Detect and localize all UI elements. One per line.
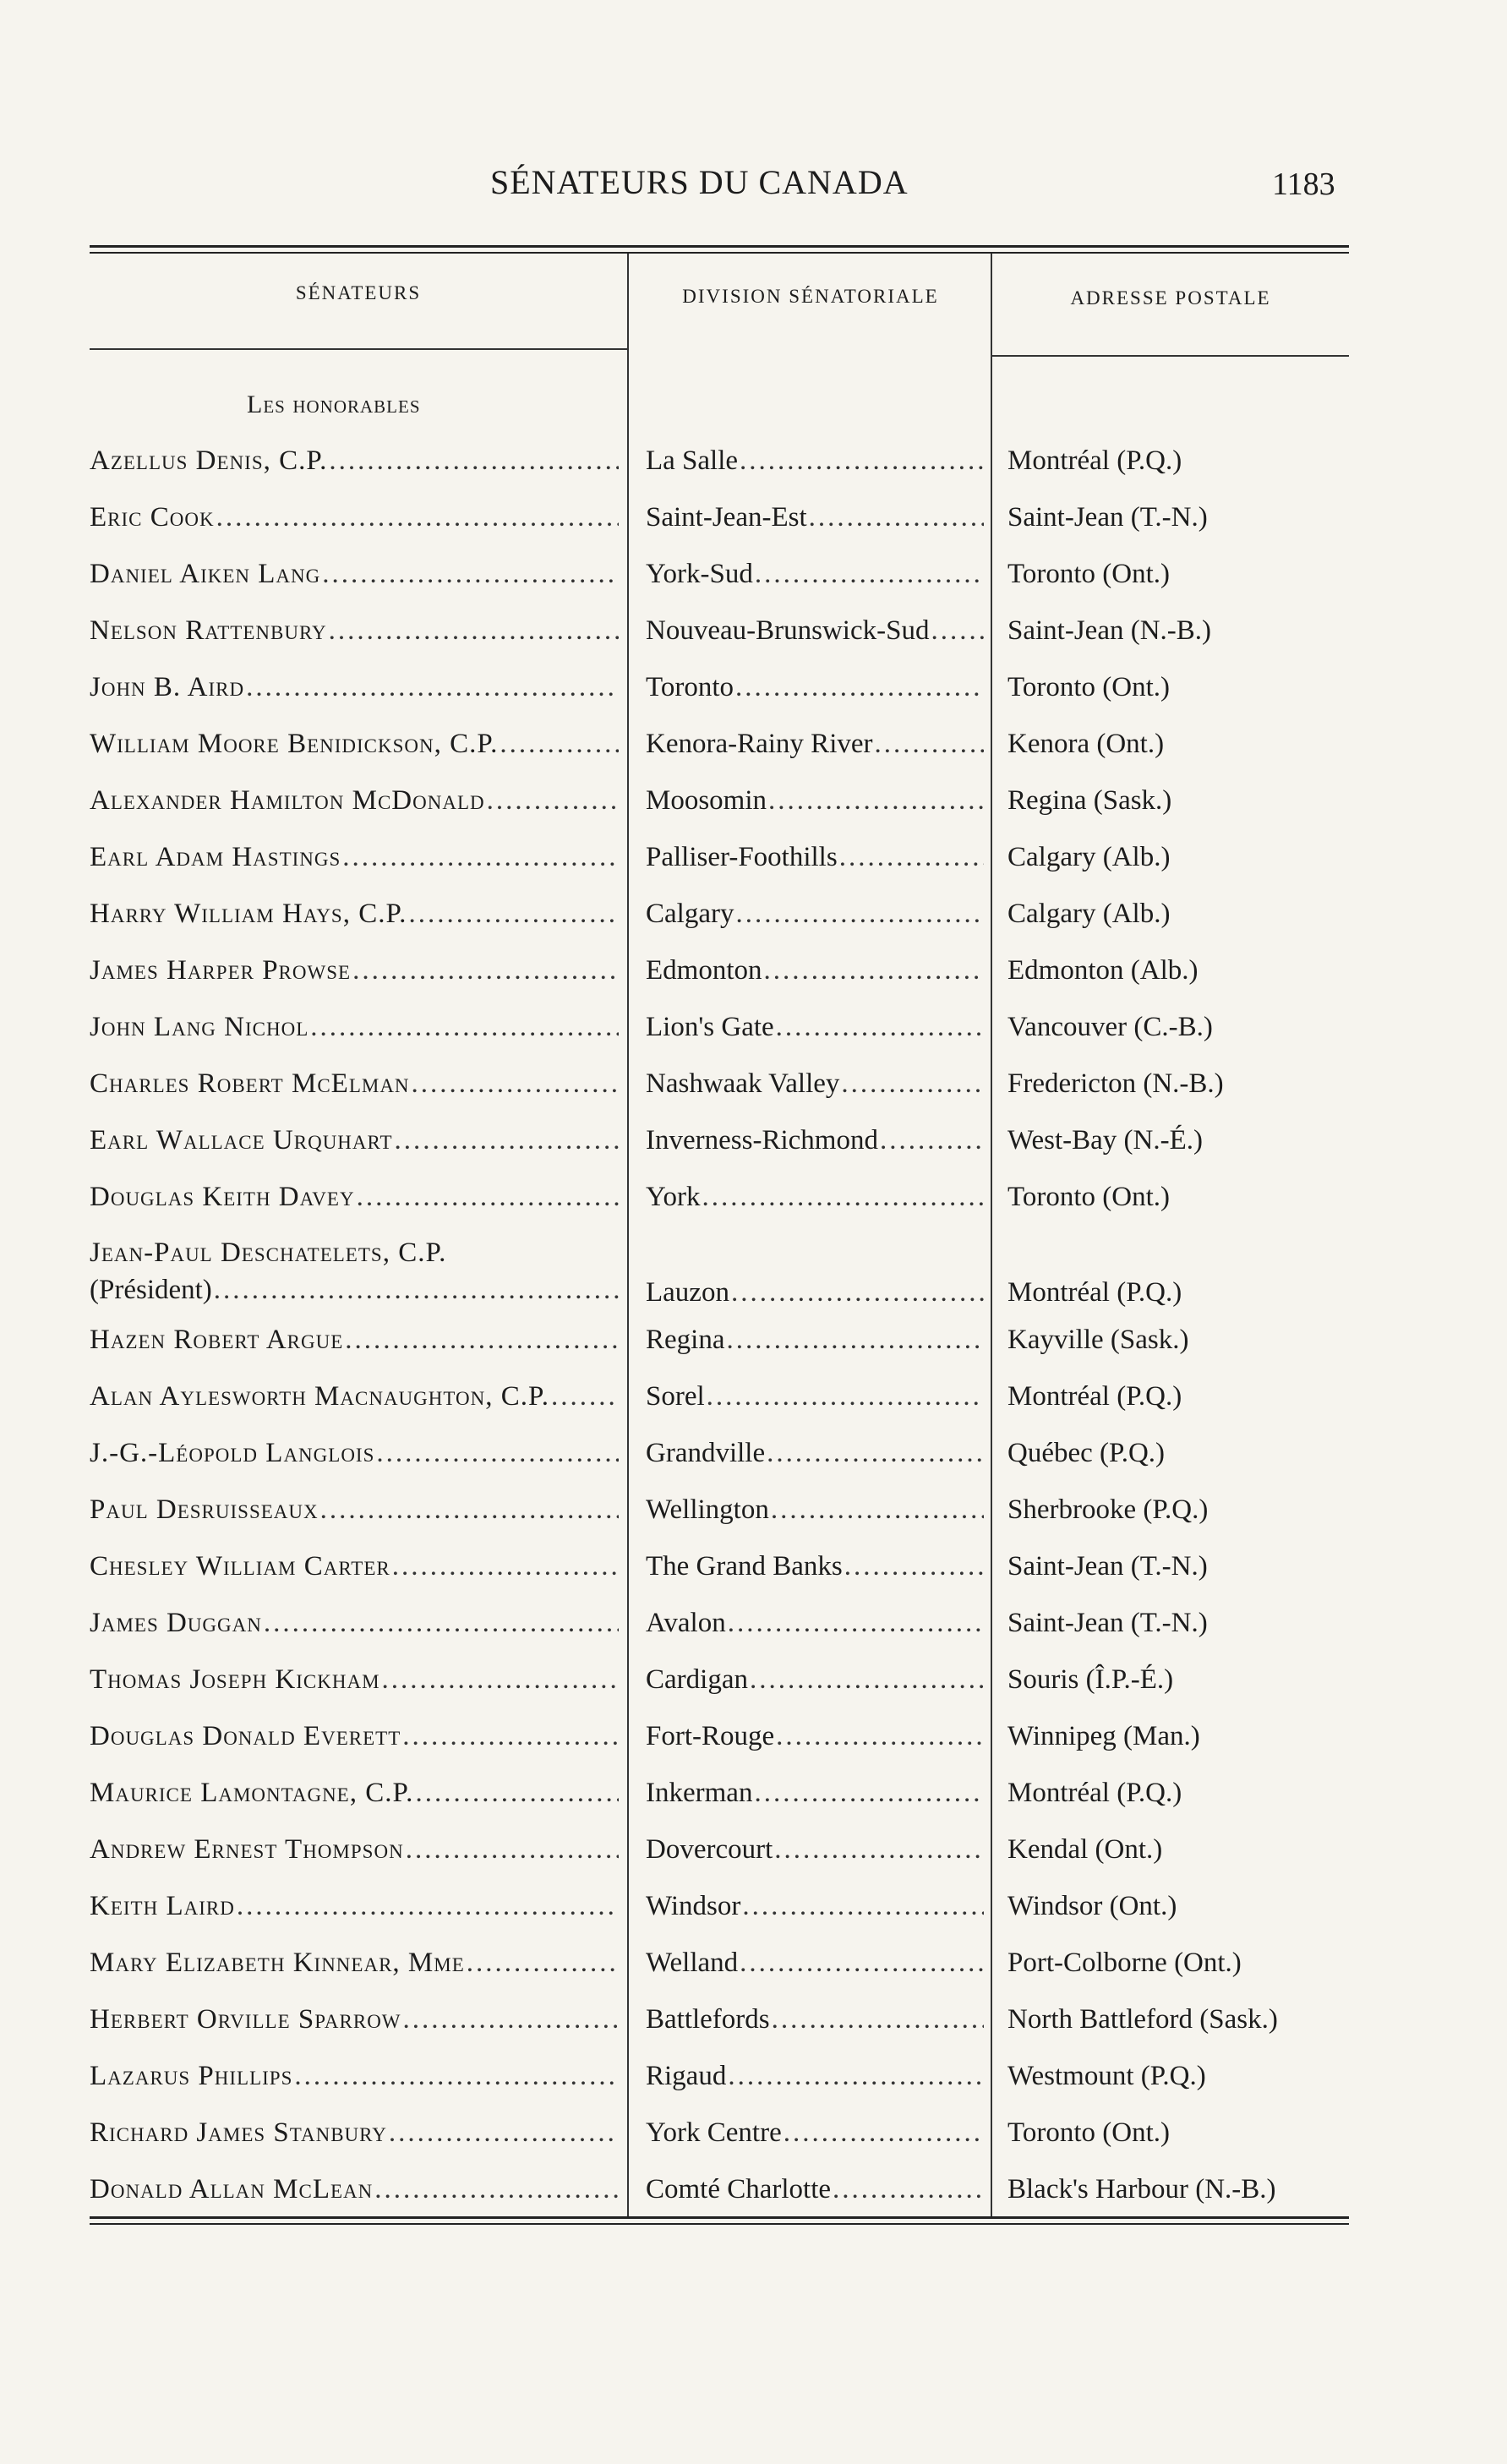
senatorial-division: Welland — [646, 1948, 739, 1978]
dot-leader — [748, 1660, 984, 1699]
table-row — [90, 1320, 1349, 1371]
postal-address: Edmonton (Alb.) — [1007, 955, 1199, 986]
dot-leader — [244, 668, 619, 707]
postal-address: Calgary (Alb.) — [1007, 899, 1171, 929]
postal-address: Saint-Jean (T.-N.) — [1007, 502, 1208, 533]
senatorial-division: Grandville — [646, 1438, 766, 1468]
dot-leader — [485, 781, 619, 820]
senatorial-division: Palliser-Foothills — [646, 842, 838, 872]
senator-name: Lazarus Phillips — [90, 2061, 293, 2091]
postal-address: Sherbrooke (P.Q.) — [1007, 1494, 1209, 1525]
senator-name-cell — [90, 1064, 619, 1103]
division-cell — [646, 1717, 984, 1756]
division-cell — [646, 1830, 984, 1869]
senatorial-division: Toronto — [646, 672, 734, 702]
table-row — [90, 2113, 1349, 2164]
senatorial-division: Inkerman — [646, 1778, 753, 1808]
dot-leader — [319, 1490, 619, 1529]
running-head — [0, 157, 1507, 208]
senator-name: Douglas Keith Davey — [90, 1182, 355, 1212]
division-cell — [646, 894, 984, 933]
senator-name-cell — [90, 781, 619, 820]
postal-address: West-Bay (N.-É.) — [1007, 1125, 1204, 1156]
senator-name: Thomas Joseph Kickham — [90, 1664, 380, 1695]
dot-leader — [753, 555, 984, 593]
senatorial-division: Kenora-Rainy River — [646, 729, 873, 759]
senator-name-cell — [90, 838, 619, 877]
dot-leader — [235, 1887, 619, 1926]
senator-name: Hazen Robert Argue — [90, 1325, 344, 1355]
dot-leader — [774, 1717, 984, 1756]
senator-name: Charles Robert McElman — [90, 1068, 410, 1099]
dot-leader — [726, 2057, 984, 2095]
table-row — [90, 1773, 1349, 1824]
dot-leader — [390, 1547, 619, 1586]
column-header-division: DIVISION SÉNATORIALE — [682, 286, 939, 307]
division-cell — [646, 555, 984, 593]
dot-leader — [740, 1887, 984, 1926]
dot-leader — [308, 1008, 619, 1046]
dot-leader — [351, 951, 619, 990]
dot-leader — [838, 838, 984, 877]
senatorial-division: Lion's Gate — [646, 1012, 774, 1042]
senator-name: Azellus Denis, C.P. — [90, 445, 328, 476]
table-row — [90, 2170, 1349, 2221]
postal-address: Black's Harbour (N.-B.) — [1007, 2174, 1276, 2204]
senator-name: Maurice Lamontagne, C.P. — [90, 1778, 414, 1808]
dot-leader — [465, 1943, 619, 1982]
senatorial-division: Comté Charlotte — [646, 2174, 832, 2204]
dot-leader — [355, 1177, 619, 1216]
postal-address: Windsor (Ont.) — [1007, 1891, 1177, 1921]
division-cell — [646, 1320, 984, 1359]
table-row — [90, 1434, 1349, 1484]
top-rule-inner — [90, 252, 1349, 254]
table-row — [90, 441, 1349, 492]
senator-name: Donald Allan McLean — [90, 2174, 374, 2204]
senatorial-division: Saint-Jean-Est — [646, 502, 807, 533]
senator-name-cell — [90, 2057, 619, 2095]
dot-leader — [774, 1008, 984, 1046]
senator-name-cell — [90, 2000, 619, 2039]
table-row — [90, 781, 1349, 832]
senatorial-division: Cardigan — [646, 1664, 748, 1695]
senator-name-cell — [90, 2170, 619, 2209]
dot-leader — [738, 441, 984, 480]
senator-name: Chesley William Carter — [90, 1551, 390, 1582]
senator-name-cell — [90, 1121, 619, 1160]
top-rule — [90, 245, 1349, 248]
table-row — [90, 951, 1349, 1002]
dot-leader — [410, 1064, 619, 1103]
postal-address: Calgary (Alb.) — [1007, 842, 1171, 872]
division-cell — [646, 1773, 984, 1812]
postal-address: Montréal (P.Q.) — [1007, 1778, 1182, 1808]
postal-address: Toronto (Ont.) — [1007, 2117, 1170, 2148]
dot-leader — [393, 1121, 619, 1160]
senator-name-cell — [90, 724, 619, 763]
postal-address: Montréal (P.Q.) — [1007, 1277, 1182, 1308]
senatorial-division: Fort-Rouge — [646, 1721, 775, 1751]
dot-leader — [374, 1434, 619, 1472]
senator-name: Harry William Hays, C.P. — [90, 899, 407, 929]
table-row — [90, 1064, 1349, 1115]
page-title: SÉNATEURS DU CANADA — [490, 163, 909, 201]
dot-leader — [373, 2170, 619, 2209]
table-row — [90, 724, 1349, 775]
senatorial-division: Battlefords — [646, 2004, 770, 2035]
dot-leader — [341, 838, 619, 877]
table-row — [90, 894, 1349, 945]
senator-name: J.-G.-Léopold Langlois — [90, 1438, 375, 1468]
senator-name-cell — [90, 1234, 619, 1312]
senatorial-division: Nashwaak Valley — [646, 1068, 840, 1099]
division-cell — [646, 838, 984, 877]
senator-name: William Moore Benidickson, C.P. — [90, 729, 499, 759]
division-cell — [646, 611, 984, 650]
senator-name-cell — [90, 2113, 619, 2152]
senator-name: Mary Elizabeth Kinnear, Mme — [90, 1948, 465, 1978]
postal-address: Saint-Jean (T.-N.) — [1007, 1551, 1208, 1582]
dot-leader — [215, 498, 619, 537]
senatorial-division: Rigaud — [646, 2061, 727, 2091]
senatorial-division: Wellington — [646, 1494, 769, 1525]
postal-address: Toronto (Ont.) — [1007, 559, 1170, 589]
senatorial-division: Calgary — [646, 899, 734, 929]
dot-leader — [782, 2113, 984, 2152]
dot-leader — [773, 1830, 984, 1869]
group-label: Les honorables — [247, 391, 421, 418]
dot-leader — [401, 2000, 619, 2039]
dot-leader — [738, 1943, 984, 1982]
senators-table — [90, 245, 1349, 2232]
senator-name: Jean-Paul Deschatelets, C.P. — [90, 1237, 447, 1268]
postal-address: Souris (Î.P.-É.) — [1007, 1664, 1174, 1695]
dot-leader — [549, 1377, 619, 1416]
senator-name-cell — [90, 555, 619, 593]
dot-leader — [380, 1660, 619, 1699]
dot-leader — [292, 2057, 619, 2095]
dot-leader — [705, 1377, 984, 1416]
senator-name: Earl Wallace Urquhart — [90, 1125, 393, 1156]
senatorial-division: Avalon — [646, 1608, 726, 1638]
senator-name: Douglas Donald Everett — [90, 1721, 401, 1751]
senator-name-cell — [90, 1717, 619, 1756]
table-row — [90, 611, 1349, 662]
division-cell — [646, 1887, 984, 1926]
senator-name: Richard James Stanbury — [90, 2117, 387, 2148]
table-row — [90, 1008, 1349, 1058]
table-row — [90, 498, 1349, 549]
senator-name: Eric Cook — [90, 502, 215, 533]
division-cell — [646, 441, 984, 480]
dot-leader — [765, 1434, 984, 1472]
senatorial-division: Lauzon — [646, 1277, 729, 1308]
senator-name: Earl Adam Hastings — [90, 842, 341, 872]
senator-name-cell — [90, 1177, 619, 1216]
dot-leader — [212, 1271, 619, 1308]
dot-leader — [327, 441, 619, 480]
bottom-rule — [90, 2216, 1349, 2219]
division-cell — [646, 2000, 984, 2039]
dot-leader — [767, 781, 984, 820]
dot-leader — [734, 894, 984, 933]
dot-leader — [839, 1064, 984, 1103]
senator-name-cell — [90, 1604, 619, 1642]
senatorial-division: Regina — [646, 1325, 725, 1355]
division-cell — [646, 668, 984, 707]
division-cell — [646, 1008, 984, 1046]
dot-leader — [878, 1121, 984, 1160]
dot-leader — [498, 724, 619, 763]
table-row — [90, 1717, 1349, 1767]
table-row — [90, 1943, 1349, 1994]
senator-name: Alexander Hamilton McDonald — [90, 785, 485, 816]
dot-leader — [262, 1604, 619, 1642]
table-row — [90, 1830, 1349, 1881]
division-cell — [646, 1547, 984, 1586]
senatorial-division: Sorel — [646, 1381, 705, 1412]
senatorial-division: The Grand Banks — [646, 1551, 843, 1582]
senator-name-cell — [90, 1887, 619, 1926]
senator-name-cell — [90, 611, 619, 650]
postal-address: Toronto (Ont.) — [1007, 1182, 1170, 1212]
senator-name-cell — [90, 1660, 619, 1699]
division-cell — [646, 1377, 984, 1416]
column-header-address: ADRESSE POSTALE — [1070, 287, 1271, 309]
dot-leader — [770, 2000, 984, 2039]
division-cell — [646, 2113, 984, 2152]
dot-leader — [752, 1773, 984, 1812]
senator-name: Daniel Aiken Lang — [90, 559, 321, 589]
senatorial-division: Inverness-Richmond — [646, 1125, 878, 1156]
senatorial-division: York Centre — [646, 2117, 782, 2148]
table-row — [90, 1547, 1349, 1598]
column-header-senators: SÉNATEURS — [295, 282, 422, 303]
division-cell — [646, 951, 984, 990]
dot-leader — [729, 1273, 984, 1312]
dot-leader — [320, 555, 619, 593]
division-cell — [646, 1490, 984, 1529]
division-cell — [646, 1177, 984, 1216]
division-cell — [646, 1064, 984, 1103]
senatorial-division: Moosomin — [646, 785, 767, 816]
senatorial-division: La Salle — [646, 445, 739, 476]
senator-title-note: (Président) — [90, 1275, 212, 1305]
table-row — [90, 1177, 1349, 1228]
postal-address: Montréal (P.Q.) — [1007, 1381, 1182, 1412]
division-cell — [646, 724, 984, 763]
dot-leader — [401, 1717, 619, 1756]
senator-name-cell — [90, 894, 619, 933]
senatorial-division: York-Sud — [646, 559, 753, 589]
dot-leader — [873, 724, 985, 763]
dot-leader — [343, 1320, 619, 1359]
table-row — [90, 1234, 1349, 1308]
dot-leader — [929, 611, 984, 650]
senator-name-cell — [90, 951, 619, 990]
table-row — [90, 1604, 1349, 1654]
postal-address: Winnipeg (Man.) — [1007, 1721, 1200, 1751]
postal-address: Fredericton (N.-B.) — [1007, 1068, 1224, 1099]
dot-leader — [734, 668, 984, 707]
dot-leader — [843, 1547, 984, 1586]
senator-name: Nelson Rattenbury — [90, 615, 327, 646]
table-row — [90, 555, 1349, 605]
dot-leader — [807, 498, 984, 537]
senator-name-continuation — [90, 1271, 619, 1308]
senatorial-division: Nouveau-Brunswick-Sud — [646, 615, 930, 646]
senator-name: John B. Aird — [90, 672, 245, 702]
senator-name-cell — [90, 1434, 619, 1472]
senator-name: James Harper Prowse — [90, 955, 352, 986]
table-row — [90, 1887, 1349, 1937]
senator-name-cell — [90, 1490, 619, 1529]
division-cell — [646, 781, 984, 820]
senatorial-division: Edmonton — [646, 955, 762, 986]
division-cell — [646, 1660, 984, 1699]
table-row — [90, 668, 1349, 718]
postal-address: Port-Colborne (Ont.) — [1007, 1948, 1242, 1978]
senatorial-division: Windsor — [646, 1891, 741, 1921]
senator-name-cell — [90, 1830, 619, 1869]
senator-name: John Lang Nichol — [90, 1012, 309, 1042]
senatorial-division: Dovercourt — [646, 1834, 773, 1865]
table-row — [90, 2000, 1349, 2051]
senator-name: Alan Aylesworth Macnaughton, C.P. — [90, 1381, 549, 1412]
senator-name-cell — [90, 1943, 619, 1982]
senatorial-division: York — [646, 1182, 701, 1212]
table-row — [90, 1660, 1349, 1711]
dot-leader — [413, 1773, 619, 1812]
senator-name-cell — [90, 1547, 619, 1586]
table-row — [90, 838, 1349, 888]
table-row — [90, 1121, 1349, 1172]
postal-address: Kayville (Sask.) — [1007, 1325, 1189, 1355]
senator-name: James Duggan — [90, 1608, 262, 1638]
senator-name-cell — [90, 1773, 619, 1812]
header-rule-address — [992, 355, 1349, 357]
bottom-rule-inner — [90, 2223, 1349, 2225]
table-row — [90, 1490, 1349, 1541]
dot-leader — [831, 2170, 984, 2209]
dot-leader — [404, 1830, 619, 1869]
postal-address: Toronto (Ont.) — [1007, 672, 1170, 702]
table-row — [90, 2057, 1349, 2107]
postal-address: Montréal (P.Q.) — [1007, 445, 1182, 476]
senator-name-cell — [90, 498, 619, 537]
postal-address: Kendal (Ont.) — [1007, 1834, 1163, 1865]
postal-address: North Battleford (Sask.) — [1007, 2004, 1278, 2035]
senator-name-cell — [90, 441, 619, 480]
postal-address: Westmount (P.Q.) — [1007, 2061, 1206, 2091]
dot-leader — [701, 1177, 984, 1216]
table-row — [90, 1377, 1349, 1428]
division-cell — [646, 2170, 984, 2209]
header-rule-senators — [90, 348, 627, 350]
dot-leader — [762, 951, 985, 990]
dot-leader — [769, 1490, 984, 1529]
postal-address: Vancouver (C.-B.) — [1007, 1012, 1213, 1042]
division-cell — [646, 2057, 984, 2095]
page-number: 1183 — [1272, 167, 1335, 202]
senator-name-cell — [90, 668, 619, 707]
senator-name-cell — [90, 1008, 619, 1046]
postal-address: Saint-Jean (N.-B.) — [1007, 615, 1212, 646]
division-cell — [646, 1943, 984, 1982]
dot-leader — [327, 611, 619, 650]
postal-address: Regina (Sask.) — [1007, 785, 1172, 816]
dot-leader — [724, 1320, 984, 1359]
senator-name: Andrew Ernest Thompson — [90, 1834, 404, 1865]
division-cell — [646, 498, 984, 537]
dot-leader — [407, 894, 619, 933]
division-cell — [646, 1121, 984, 1160]
senator-name: Herbert Orville Sparrow — [90, 2004, 401, 2035]
dot-leader — [726, 1604, 984, 1642]
postal-address: Saint-Jean (T.-N.) — [1007, 1608, 1208, 1638]
senator-name: Keith Laird — [90, 1891, 235, 1921]
division-cell — [646, 1434, 984, 1472]
senator-name-cell — [90, 1320, 619, 1359]
postal-address: Kenora (Ont.) — [1007, 729, 1165, 759]
senator-name-cell — [90, 1377, 619, 1416]
senator-name: Paul Desruisseaux — [90, 1494, 319, 1525]
postal-address: Québec (P.Q.) — [1007, 1438, 1166, 1468]
dot-leader — [387, 2113, 619, 2152]
division-cell — [646, 1273, 984, 1312]
division-cell — [646, 1604, 984, 1642]
